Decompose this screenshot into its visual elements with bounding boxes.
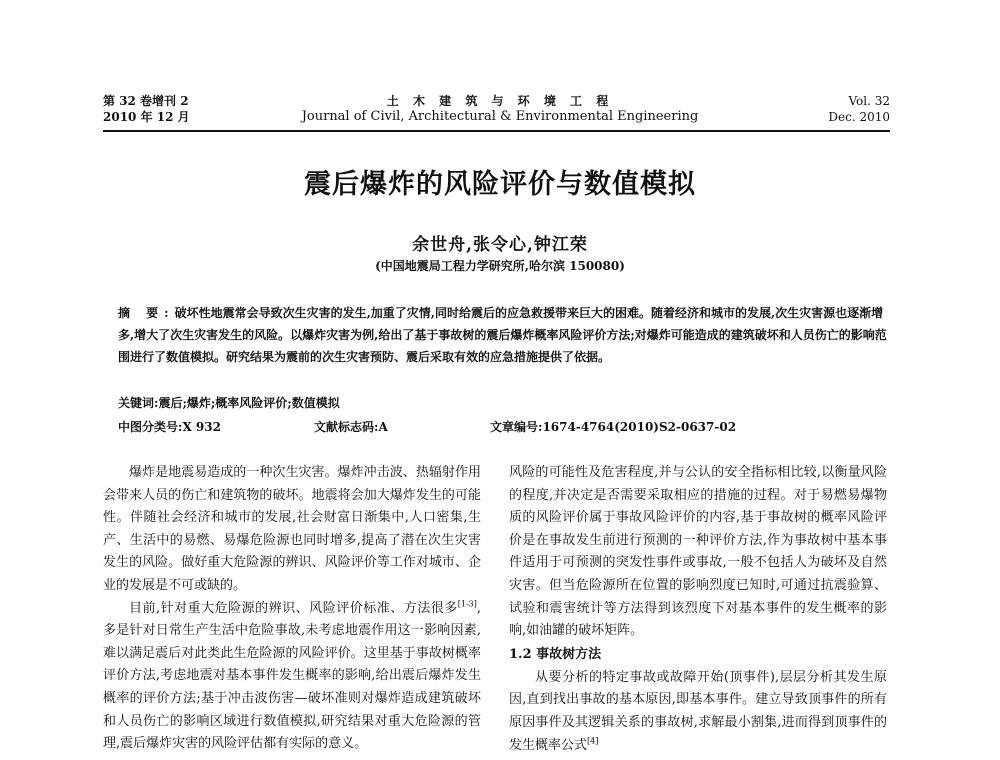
article-number xyxy=(490,418,736,435)
clc-label: 中图分类号: xyxy=(118,420,183,434)
document-code xyxy=(314,418,388,435)
body-right-column xyxy=(509,462,887,757)
clc-value: X 932 xyxy=(182,420,221,434)
article-affiliation: (中国地震局工程力学研究所,哈尔滨 150080) xyxy=(375,259,625,273)
article-no-label: 文章编号: xyxy=(490,420,543,434)
paragraph-text: ,多是针对日常生产生活中危险事故,未考虑地震作用这一影响因素,难以满足震后对此类此生危险源的风险评价。这里基于事故树概率评价方法,考虑地震对基本事件发生概率的影响,给出震后爆炸发生概率的评价方法;基于冲击波伤害—破坏准则对爆炸造成建筑破坏和人员伤亡的影响区域进行数值模拟,研究结果对重大危险源的管理,震后爆炸灾害的风险评估都有实际的意义。 xyxy=(103,600,481,752)
journal-issue-en xyxy=(828,93,890,125)
paragraph-text: 从要分析的特定事故或故障开始(顶事件),层层分析其发生原因,直到找出事故的基本原因,即基本事件。建立导致顶事件的所有原因事件及其逻辑关系的事故树,求解最小割集,进而得到顶事件的发生概率公式 xyxy=(509,669,887,753)
header-rule xyxy=(103,130,890,132)
journal-name xyxy=(290,93,710,125)
article-no-value: 1674-4764(2010)S2-0637-02 xyxy=(542,420,737,434)
keywords xyxy=(118,394,340,411)
paragraph-text: 目前,针对重大危险源的辨识、风险评价标准、方法很多 xyxy=(129,600,458,616)
date-cn: 2010 年 12 月 xyxy=(103,110,190,124)
paragraph: 风险的可能性及危害程度,并与公认的安全指标相比较,以衡量风险的程度,并决定是否需要采取相应的措施的过程。对于易燃易爆物质的风险评价属于事故风险评价的内容,基于事故树的概率风险评价是在事故发生前进行预测的一种评价方法,作为事故树中基本事件适用于可预测的突发性事件或事故,一般不包括人为破坏及自然灾害。但当危险源所在位置的影响烈度已知时,可通过抗震验算、试验和震害统计等方法得到该烈度下对基本事件的发生概率的影响,如油罐的破坏矩阵。 xyxy=(509,465,887,639)
date-en: Dec. 2010 xyxy=(828,110,890,124)
clc-number xyxy=(118,418,221,435)
volume-cn: 第 32 卷增刊 2 xyxy=(103,94,189,108)
article-authors: 余世舟,张令心,钟江荣 xyxy=(412,235,588,255)
abstract-text: 破坏性地震常会导致次生灾害的发生,加重了灾情,同时给震后的应急救援带来巨大的困难。随着经济和城市的发展,次生灾害源也逐渐增多,增大了次生灾害发生的风险。以爆炸灾害为例,给出了基于事故树的震后爆炸概率风险评价方法;对爆炸可能造成的建筑破坏和人员伤亡的影响范围进行了数值模拟。研究结果为震前的次生灾害预防、震后采取有效的应急措施提供了依据。 xyxy=(118,306,887,364)
article-title: 震后爆炸的风险评价与数值模拟 xyxy=(304,169,696,200)
citation: [4] xyxy=(587,736,599,746)
journal-issue-cn xyxy=(103,93,190,125)
paragraph xyxy=(509,667,887,757)
volume-en: Vol. 32 xyxy=(848,94,890,108)
keywords-label: 关键词: xyxy=(118,396,159,410)
section-heading: 1.2 事故树方法 xyxy=(509,646,602,662)
paragraph xyxy=(103,598,481,756)
doc-code-value: A xyxy=(378,420,388,434)
journal-name-cn: 土 木 建 筑 与 环 境 工 程 xyxy=(386,94,614,108)
doc-code-label: 文献标志码: xyxy=(314,420,379,434)
abstract-label: 摘 要: xyxy=(118,306,175,320)
abstract xyxy=(118,302,888,368)
paragraph: 爆炸是地震易造成的一种次生灾害。爆炸冲击波、热辐射作用会带来人员的伤亡和建筑物的破坏。地震将会加大爆炸发生的可能性。伴随社会经济和城市的发展,社会财富日渐集中,人口密集,生产、生活中的易燃、易爆危险源也同时增多,提高了潜在次生灾害发生的风险。做好重大危险源的辨识、风险评价等工作对城市、企业的发展是不可或缺的。 xyxy=(103,465,481,593)
citation: [1-3] xyxy=(457,599,477,609)
keywords-text: 震后;爆炸;概率风险评价;数值模拟 xyxy=(158,396,340,410)
journal-name-en: Journal of Civil, Architectural & Environmental Engineering xyxy=(301,109,699,124)
body-left-column xyxy=(103,462,481,756)
